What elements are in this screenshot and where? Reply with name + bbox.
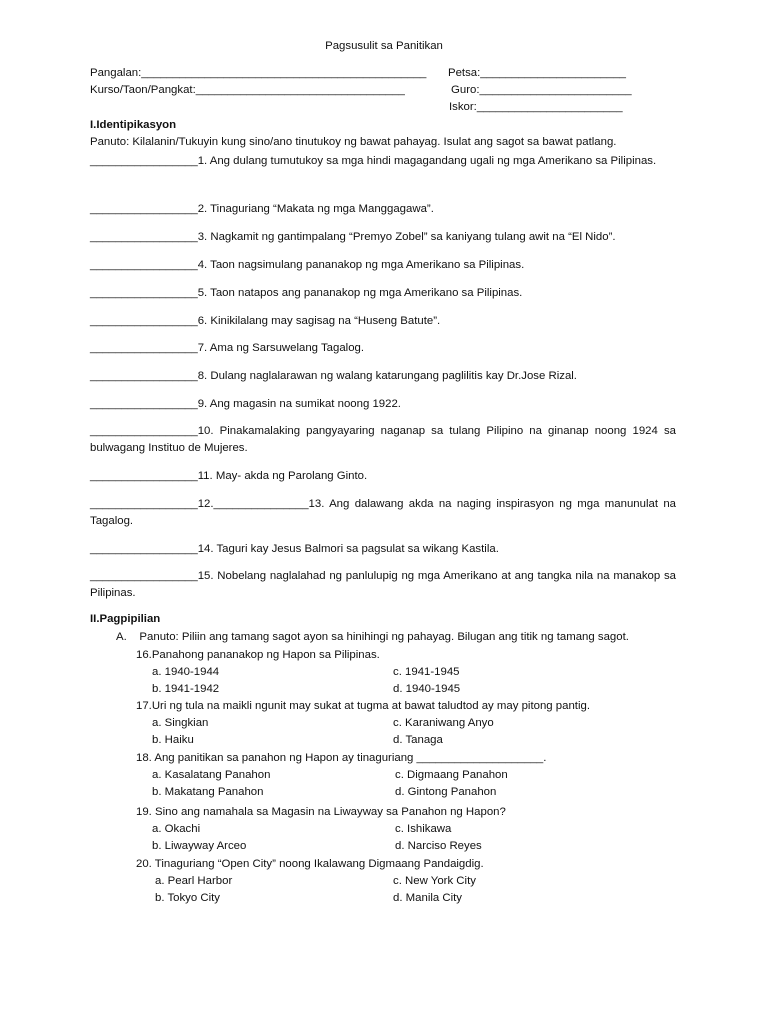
choice: d. Manila City	[393, 892, 463, 904]
list-item: _________________3. Nagkamit ng gantimpalang “Premyo Zobel” sa kaniyang tulang awit na “El Nido”.	[90, 231, 616, 243]
page-title: Pagsusulit sa Panitikan	[325, 40, 443, 52]
choice: d. Gintong Panahon	[395, 786, 497, 798]
list-item: _________________5. Taon natapos ang pananakop ng mga Amerikano sa Pilipinas.	[90, 287, 523, 299]
teacher-field[interactable]: Guro:________________________	[451, 84, 632, 96]
list-item: _________________15. Nobelang naglalahad ng panlulupig ng mga Amerikano at ang tangka nila na manakop sa Pilipinas.	[90, 570, 676, 599]
question: 16.Panahong pananakop ng Hapon sa Pilipinas.	[136, 649, 380, 661]
choice: a. Okachi	[152, 823, 201, 835]
list-item: _________________6. Kinikilalang may sagisag na “Huseng Batute”.	[90, 315, 441, 327]
choice: b. Liwayway Arceo	[152, 840, 247, 852]
choice: c. Karaniwang Anyo	[393, 717, 494, 729]
question: 19. Sino ang namahala sa Magasin na Liwayway sa Panahon ng Hapon?	[136, 806, 506, 818]
choice: d. Narciso Reyes	[395, 840, 482, 852]
name-field[interactable]: Pangalan:_____________________________________________	[90, 67, 427, 79]
list-item: _________________4. Taon nagsimulang pananakop ng mga Amerikano sa Pilipinas.	[90, 259, 525, 271]
question: 17.Uri ng tula na maikli ngunit may sukat at tugma at bawat taludtod ay may pitong pantig.	[136, 700, 590, 712]
choice: a. Singkian	[152, 717, 209, 729]
choice: b. Tokyo City	[155, 892, 220, 904]
choice: a. Pearl Harbor	[155, 875, 233, 887]
question: 18. Ang panitikan sa panahon ng Hapon ay tinaguriang ____________________.	[136, 752, 547, 764]
score-field[interactable]: Iskor:_______________________	[449, 101, 623, 113]
section-heading: I.Identipikasyon	[90, 119, 177, 131]
section-heading: II.Pagpipilian	[90, 613, 161, 625]
instructions: A. Panuto: Piliin ang tamang sagot ayon sa hinihingi ng pahayag. Bilugan ang titik ng tamang sagot.	[116, 631, 629, 643]
list-item: _________________7. Ama ng Sarsuwelang Tagalog.	[90, 342, 365, 354]
choice: d. 1940-1945	[393, 683, 461, 695]
choice: c. 1941-1945	[393, 666, 460, 678]
choice: b. Makatang Panahon	[152, 786, 264, 798]
list-item: _________________8. Dulang naglalarawan ng walang katarungang paglilitis kay Dr.Jose Rizal.	[90, 370, 577, 382]
list-item: _________________14. Taguri kay Jesus Balmori sa pagsulat sa wikang Kastila.	[90, 543, 499, 555]
choice: d. Tanaga	[393, 734, 443, 746]
list-item: _________________2. Tinaguriang “Makata ng mga Manggagawa”.	[90, 203, 434, 215]
course-field[interactable]: Kurso/Taon/Pangkat:_________________________________	[90, 84, 405, 96]
choice: b. 1941-1942	[152, 683, 220, 695]
list-item: _________________10. Pinakamalaking pangyayaring naganap sa tulang Pilipino na ginanap noong 1924 sa bulwagang Instituo de Mujeres.	[90, 425, 676, 454]
choice: a. 1940-1944	[152, 666, 220, 678]
choice: c. Digmaang Panahon	[395, 769, 508, 781]
list-item: _________________12._______________13. Ang dalawang akda na naging inspirasyon ng mga manunulat na Tagalog.	[90, 498, 676, 527]
question: 20. Tinaguriang “Open City” noong Ikalawang Digmaang Pandaigdig.	[136, 858, 484, 870]
choice: c. Ishikawa	[395, 823, 452, 835]
list-item: _________________11. May- akda ng Parolang Ginto.	[90, 470, 368, 482]
list-item: _________________9. Ang magasin na sumikat noong 1922.	[90, 398, 401, 410]
choice: a. Kasalatang Panahon	[152, 769, 271, 781]
choice: b. Haiku	[152, 734, 194, 746]
date-field[interactable]: Petsa:_______________________	[448, 67, 626, 79]
list-item: _________________1. Ang dulang tumutukoy sa mga hindi magagandang ugali ng mga Amerikano sa Pilipinas.	[90, 155, 657, 167]
instructions: Panuto: Kilalanin/Tukuyin kung sino/ano tinutukoy ng bawat pahayag. Isulat ang sagot sa bawat patlang.	[90, 136, 617, 148]
choice: c. New York City	[393, 875, 476, 887]
